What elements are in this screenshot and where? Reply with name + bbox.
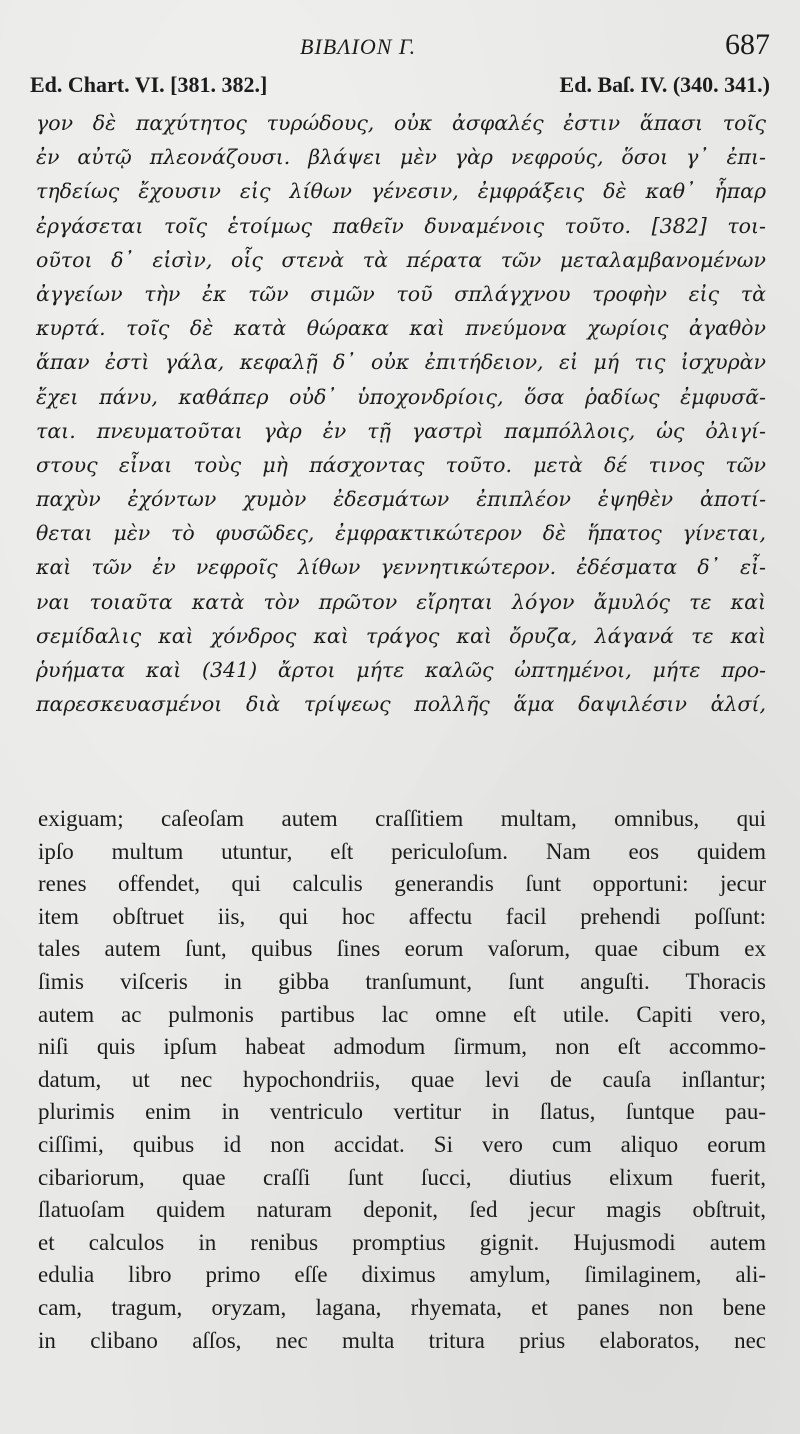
running-title: ΒΙΒΛΙΟΝ Γ. xyxy=(300,34,417,59)
edition-reference-chartier: Ed. Chart. VI. [381. 382.] xyxy=(30,72,268,97)
greek-text-line: καὶ τῶν ἐν νεφροῖς λίθων γεννητικώτερον. ἐδέσματα δ᾽ εἶ- xyxy=(36,555,766,580)
greek-text-line: παρεσκευασμένοι διὰ τρίψεως πολλῆς ἅμα δαψιλέσιν ἁλσί, xyxy=(36,692,766,717)
greek-text-line: στους εἶναι τοὺς μὴ πάσχοντας τοῦτο. μετὰ δέ τινος τῶν xyxy=(36,452,766,477)
latin-text-line: niſi quis ipſum habeat admodum ſirmum, non eſt accommo- xyxy=(38,1034,766,1060)
latin-text-line: cibariorum, quae craſſi ſunt ſucci, diutius elixum fuerit, xyxy=(38,1164,766,1190)
greek-text-line: οῦτοι δ᾽ εἰσὶν, οἷς στενὰ τὰ πέρατα τῶν μεταλαμβανομένων xyxy=(36,247,766,272)
latin-text-line: tales autem ſunt, quibus ſines eorum vaſorum, quae cibum ex xyxy=(38,936,766,962)
latin-text-line: et calculos in renibus promptius gignit. Hujusmodi autem xyxy=(38,1229,766,1255)
latin-text-block xyxy=(38,803,766,1357)
latin-text-line: cam, tragum, oryzam, lagana, rhyemata, et panes non bene xyxy=(38,1294,766,1320)
greek-text-line: τηδείως ἔχουσιν εἰς λίθων γένεσιν, ἐμφράξεις δὲ καθ᾽ ἧπαρ xyxy=(36,179,766,204)
latin-text-line: ciſſimi, quibus id non accidat. Si vero cum aliquo eorum xyxy=(38,1131,766,1157)
greek-text-line: ται. πνευματοῦται γὰρ ἐν τῇ γαστρὶ παμπόλλοις, ὡς ὀλιγί- xyxy=(36,418,766,443)
latin-text-line: datum, ut nec hypochondriis, quae levi de cauſa inſlantur; xyxy=(38,1066,766,1092)
greek-text-line: ἐν αὐτῷ πλεονάζουσι. βλάψει μὲν γὰρ νεφρούς, ὅσοι γ᾽ ἐπι- xyxy=(36,145,766,170)
greek-text-block xyxy=(36,106,766,721)
latin-text-line: ſimis viſceris in gibba tranſumunt, ſunt anguſti. Thoracis xyxy=(38,968,766,994)
greek-text-line: γον δὲ παχύτητος τυρώδους, οὐκ ἀσφαλές ἐστιν ἅπασι τοῖς xyxy=(36,111,766,135)
latin-text-line: renes offendet, qui calculis generandis ſunt opportuni: jecur xyxy=(38,871,766,897)
latin-text-line: item obſtruet iis, qui hoc affectu facil prehendi poſſunt: xyxy=(38,903,766,929)
greek-text-line: ἐργάσεται τοῖς ἑτοίμως παθεῖν δυναμένοις τοῦτο. [382] τοι- xyxy=(36,213,766,238)
latin-text-line: autem ac pulmonis partibus lac omne eſt utile. Capiti vero, xyxy=(38,1001,766,1027)
greek-text-line: ἔχει πάνυ, καθάπερ οὐδ᾽ ὑποχονδρίοις, ὅσα ῥαδίως ἐμφυσᾶ- xyxy=(36,384,766,409)
greek-text-line: παχὺν ἐχόντων χυμὸν ἐδεσμάτων ἐπιπλέον ἑψηθὲν ἀποτί- xyxy=(36,487,766,512)
greek-text-line: ἅπαν ἐστὶ γάλα, κεφαλῇ δ᾽ οὐκ ἐπιτήδειον, εἰ μή τις ἰσχυρὰν xyxy=(36,350,766,375)
page-number: 687 xyxy=(725,28,770,61)
latin-text-line: plurimis enim in ventriculo vertitur in ſlatus, ſuntque pau- xyxy=(38,1099,766,1125)
greek-text-line: ἀγγείων τὴν ἐκ τῶν σιμῶν τοῦ σπλάγχνου τροφὴν εἰς τὰ xyxy=(36,281,766,306)
latin-text-line: in clibano aſſos, nec multa tritura prius elaboratos, nec xyxy=(38,1327,766,1353)
greek-text-line: θεται μὲν τὸ φυσῶδες, ἐμφρακτικώτερον δὲ ἥπατος γίνεται, xyxy=(36,521,766,546)
edition-reference-basel: Ed. Baſ. IV. (340. 341.) xyxy=(559,72,770,97)
latin-text-line: ſlatuoſam quidem naturam deponit, ſed jecur magis obſtruit, xyxy=(38,1197,766,1223)
latin-text-line: ipſo multum utuntur, eſt periculoſum. Nam eos quidem xyxy=(38,838,766,864)
greek-text-line: κυρτά. τοῖς δὲ κατὰ θώρακα καὶ πνεύμονα χωρίοις ἀγαθὸν xyxy=(36,316,766,341)
running-head xyxy=(0,26,800,66)
greek-text-line: ναι τοιαῦτα κατὰ τὸν πρῶτον εἴρηται λόγον ἄμυλός τε καὶ xyxy=(36,589,766,614)
latin-text-line: edulia libro primo eſſe diximus amylum, ſimilaginem, ali- xyxy=(38,1262,766,1288)
edition-reference-line xyxy=(30,72,770,106)
greek-text-line: ῥυήματα καὶ (341) ἄρτοι μήτε καλῶς ὠπτημένοι, μήτε προ- xyxy=(36,658,766,682)
greek-text-line: σεμίδαλις καὶ χόνδρος καὶ τράγος καὶ ὄρυζα, λάγανά τε καὶ xyxy=(36,623,766,648)
latin-text-line: exiguam; caſeoſam autem craſſitiem multam, omnibus, qui xyxy=(38,806,766,831)
